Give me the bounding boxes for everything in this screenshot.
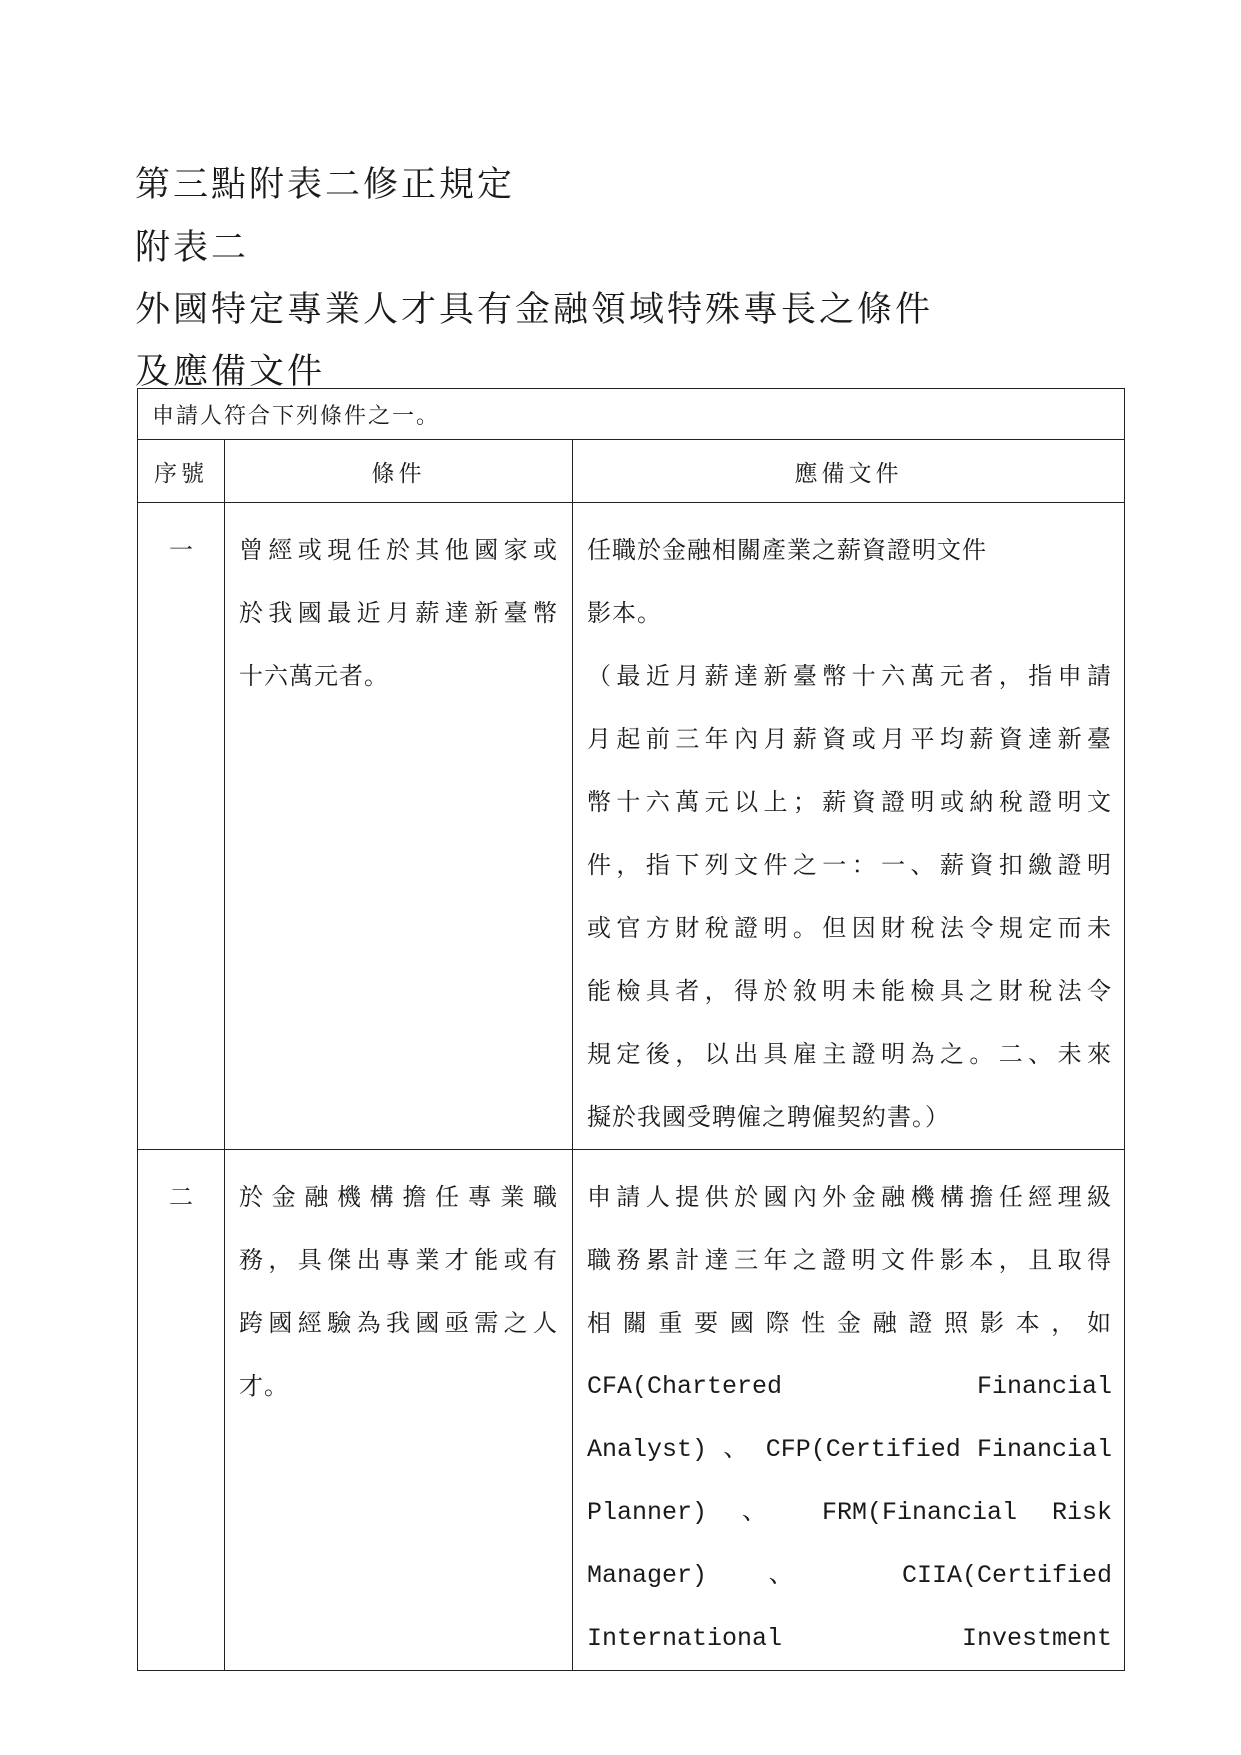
text-line: 務，具傑出專業才能或有 [239, 1246, 558, 1274]
text-line: 跨國經驗為我國亟需之人 [239, 1309, 558, 1337]
text-line: 件，指下列文件之一：一、薪資扣繳證明 [587, 851, 1113, 879]
text-line: Planner) 、 FRM(Financial Risk [587, 1498, 1113, 1527]
row-number: 二 [138, 1150, 225, 1671]
documents-cell [573, 1150, 1125, 1671]
documents-cell [573, 503, 1125, 1150]
condition-cell [225, 1150, 573, 1671]
text-line: 任職於金融相關產業之薪資證明文件 [587, 536, 987, 564]
amendment-title: 第三點附表二修正規定 [135, 165, 516, 205]
text-line: Analyst) 、 CFP(Certified Financial [587, 1435, 1113, 1464]
table-intro: 申請人符合下列條件之一。 [138, 389, 1125, 440]
header-condition: 條件 [225, 440, 573, 503]
text-line: 或官方財稅證明。但因財稅法令規定而未 [587, 914, 1113, 942]
table-row [138, 1150, 1125, 1671]
text-line: 月起前三年內月薪資或月平均薪資達新臺 [587, 725, 1113, 753]
text-line: 於我國最近月薪達新臺幣 [239, 599, 558, 627]
text-line: （最近月薪達新臺幣十六萬元者，指申請 [587, 662, 1113, 690]
condition-cell [225, 503, 573, 1150]
table-title-line2: 及應備文件 [135, 352, 326, 392]
text-line: 十六萬元者。 [239, 662, 389, 690]
text-line: Manager) 、 CIIA(Certified [587, 1561, 1113, 1590]
text-line: CFA(Chartered Financial [587, 1372, 1113, 1401]
text-line: 影本。 [587, 599, 662, 627]
text-line: International Investment [587, 1624, 1113, 1653]
header-number: 序號 [138, 440, 225, 503]
table-row [138, 503, 1125, 1150]
text-line: 能檢具者，得於敘明未能檢具之財稅法令 [587, 977, 1113, 1005]
header-documents: 應備文件 [573, 440, 1125, 503]
text-line: 才。 [239, 1372, 289, 1400]
text-line: 於金融機構擔任專業職 [239, 1183, 558, 1211]
row-number: 一 [138, 503, 225, 1150]
text-line: 申請人提供於國內外金融機構擔任經理級 [587, 1183, 1113, 1211]
table-title-line1: 外國特定專業人才具有金融領域特殊專長之條件 [135, 290, 934, 330]
text-line: 相關重要國際性金融證照影本，如 [587, 1309, 1113, 1337]
text-line: 擬於我國受聘僱之聘僱契約書。） [587, 1103, 950, 1131]
appendix-label: 附表二 [135, 228, 250, 268]
conditions-table [137, 388, 1125, 1671]
table-header-row [138, 440, 1125, 503]
text-line: 規定後，以出具雇主證明為之。二、未來 [587, 1040, 1113, 1068]
text-line: 曾經或現任於其他國家或 [239, 536, 558, 564]
text-line: 職務累計達三年之證明文件影本，且取得 [587, 1246, 1113, 1274]
text-line: 幣十六萬元以上；薪資證明或納稅證明文 [587, 788, 1113, 816]
